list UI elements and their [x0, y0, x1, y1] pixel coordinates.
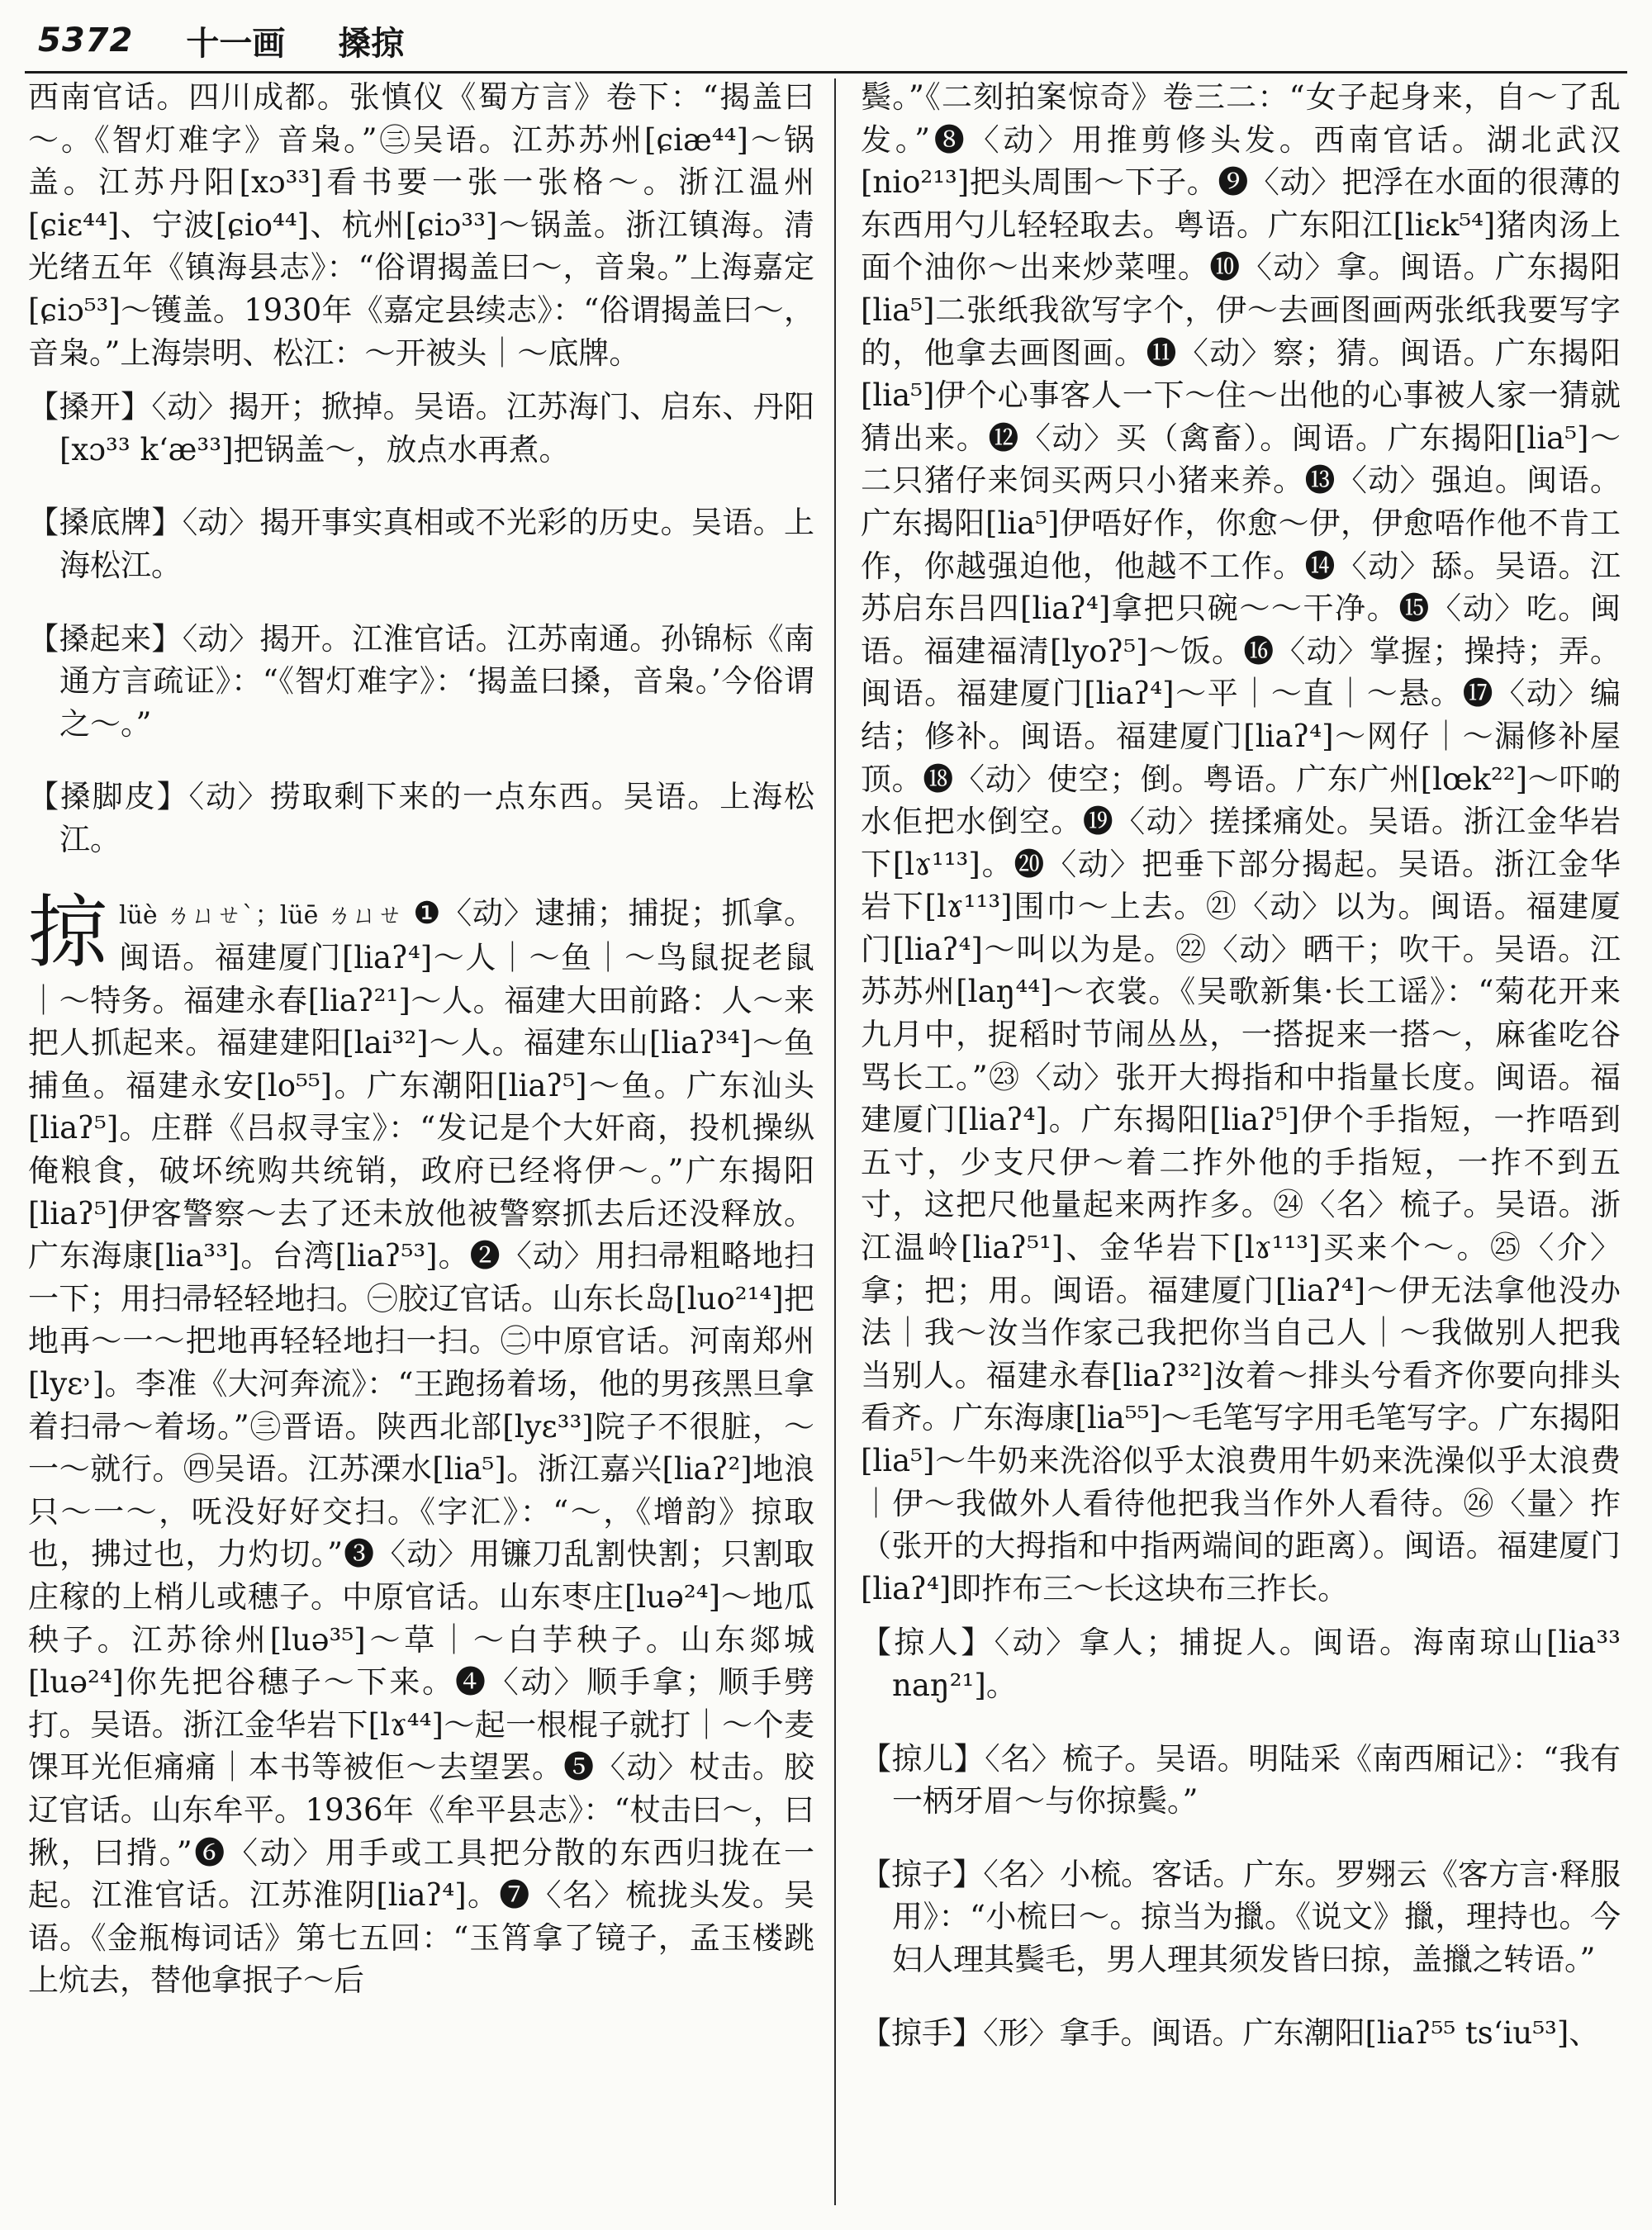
big-headword: 掠: [28, 885, 107, 979]
column-divider: [834, 78, 836, 2205]
entry-sao-kai: 【搡开】〈动〉揭开；掀掉。吴语。江苏海门、启东、丹阳[xɔ³³ k‘æ³³]把锅盖～，放点水再煮。: [28, 389, 814, 467]
entry-lue-shou: 【掠手】〈形〉拿手。闽语。广东潮阳[liaʔ⁵⁵ ts‘iu⁵³]、: [861, 2014, 1600, 2051]
entry-sao-dipai: 【搡底牌】〈动〉揭开事实真相或不光彩的历史。吴语。上海松江。: [28, 505, 814, 583]
headword-entry-lue: [28, 885, 814, 2002]
entry-lue-er: 【掠儿】〈名〉梳子。吴语。明陆采《南西厢记》：“我有一柄牙眉～与你掠鬓。”: [861, 1740, 1621, 1820]
page-header: [38, 12, 1624, 69]
right-column: [861, 76, 1621, 2211]
pronunciation: lüè ㄌㄩㄝˋ；lüē ㄌㄩㄝ: [119, 900, 403, 930]
continuation-paragraph: 鬓。”《二刻拍案惊奇》卷三二：“女子起身来，自～了乱发。”❽〈动〉用推剪修头发。西南官话。湖北武汉[nio²¹³]把头周围～下子。❾〈动〉把浮在水面的很薄的东西用勺儿轻轻取去。粤语。广东阳江[liɛk⁵⁴]猪肉汤上面个油你～出来炒菜哩。❿〈动〉拿。闽语。广东揭阳[lia⁵]二张纸我欲写字个，伊～去画图画两张纸我要写字的，他拿去画图画。⓫〈动〉察；猜。闽语。广东揭阳[lia⁵]伊个心事客人一下～住～出他的心事被人家一猜就猜出来。⓬〈动〉买（禽畜）。闽语。广东揭阳[lia⁵]～二只猪仔来饲买两只小猪来养。⓭〈动〉强迫。闽语。广东揭阳[lia⁵]伊唔好作，你愈～伊，伊愈唔作他不肯工作，你越强迫他，他越不工作。⓮〈动〉舔。吴语。江苏启东吕四[liaʔ⁴]拿把只碗～～干净。⓯〈动〉吃。闽语。福建福清[lyoʔ⁵]～饭。⓰〈动〉掌握；操持；弄。闽语。福建厦门[liaʔ⁴]～平｜～直｜～悬。⓱〈动〉编结；修补。闽语。福建厦门[liaʔ⁴]～网仔｜～漏修补屋顶。⓲〈动〉使空；倒。粤语。广东广州[lœk²²]～吓啲水佢把水倒空。⓳〈动〉搓揉痛处。吴语。浙江金华岩下[lɤ¹¹³]。⓴〈动〉把垂下部分揭起。吴语。浙江金华岩下[lɤ¹¹³]围巾～上去。㉑〈动〉以为。闽语。福建厦门[liaʔ⁴]～叫以为是。㉒〈动〉晒干；吹干。吴语。江苏苏州[laŋ⁴⁴]～衣裳。《吴歌新集·长工谣》：“菊花开来九月中，捉稻时节闹丛丛，一搭捉来一搭～，麻雀吃谷骂长工。”㉓〈动〉张开大拇指和中指量长度。闽语。福建厦门[liaʔ⁴]。广东揭阳[liaʔ⁵]伊个手指短，一拃唔到五寸，少支尺伊～着二拃外他的手指短，一拃不到五寸，这把尺他量起来两拃多。㉔〈名〉梳子。吴语。浙江温岭[liaʔ⁵¹]、金华岩下[lɤ¹¹³]买来个～。㉕〈介〉拿；把；用。闽语。福建厦门[liaʔ⁴]～伊无法拿他没办法｜我～汝当作家己我把你当自己人｜～我做别人把我当别人。福建永春[liaʔ³²]汝着～排头兮看齐你要向排头看齐。广东海康[lia⁵⁵]～毛笔写字用毛笔写字。广东揭阳[lia⁵]～牛奶来洗浴似乎太浪费用牛奶来洗澡似乎太浪费｜伊～我做外人看待他把我当作外人看待。㉖〈量〉拃（张开的大拇指和中指两端间的距离）。闽语。福建厦门[liaʔ⁴]即拃布三～长这块布三拃长。: [861, 79, 1621, 1606]
entry-lue-zi: 【掠子】〈名〉小梳。客话。广东。罗翙云《客方言·释服用》：“小梳曰～。掠当为擸。《说文》擸，理持也。今妇人理其鬓毛，男人理其须发皆曰掠，盖擸之转语。”: [861, 1856, 1621, 1977]
definition-text: ❶〈动〉逮捕；捕捉；抓拿。闽语。福建厦门[liaʔ⁴]～人｜～鱼｜～鸟鼠捉老鼠｜～特务。福建永春[liaʔ²¹]～人。福建大田前路：人～来把人抓起来。福建建阳[lai³²]～人。福建东山[liaʔ³⁴]～鱼捕鱼。福建永安[lo⁵⁵]。广东潮阳[liaʔ⁵]～鱼。广东汕头[liaʔ⁵]。庄群《吕叔寻宝》：“发记是个大奸商，投机操纵俺粮食，破坏统购共统销，政府已经将伊～。”广东揭阳[liaʔ⁵]伊客警察～去了还未放他被警察抓去后还没释放。广东海康[lia³³]。台湾[liaʔ⁵³]。❷〈动〉用扫帚粗略地扫一下；用扫帚轻轻地扫。㊀胶辽官话。山东长岛[luo²¹⁴]把地再～一～把地再轻轻地扫一扫。㊁中原官话。河南郑州[lyɛ˒]。李准《大河奔流》：“王跑扬着场，他的男孩黑旦拿着扫帚～着场。”㊂晋语。陕西北部[lyɛ³³]院子不很脏，～一～就行。㊃吴语。江苏溧水[lia⁵]。浙江嘉兴[liaʔ²]地浪只～一～，呒没好好交扫。《字汇》：“～，《增韵》掠取也，拂过也，力灼切。”❸〈动〉用镰刀乱割快割；只割取庄稼的上梢儿或穗子。中原官话。山东枣庄[luə²⁴]～地瓜秧子。江苏徐州[luə³⁵]～草｜～白芋秧子。山东郯城[luə²⁴]你先把谷穗子～下来。❹〈动〉顺手拿；顺手劈打。吴语。浙江金华岩下[lɤ⁴⁴]～起一根棍子就打｜～个麦馃耳光佢痛痛｜本书等被佢～去望罢。❺〈动〉杖击。胶辽官话。山东牟平。1936年《牟平县志》：“杖击曰～，曰揪，曰揹。”❻〈动〉用手或工具把分散的东西归拢在一起。江淮官话。江苏淮阴[liaʔ⁴]。❼〈名〉梳拢头发。吴语。《金瓶梅词话》第七五回：“玉筲拿了镜子，孟玉楼跳上炕去，替他拿抿子～后: [28, 894, 814, 1999]
left-column: [28, 76, 814, 2211]
entry-sao-qilai: 【搡起来】〈动〉揭开。江淮官话。江苏南通。孙锦标《南通方言疏证》：“《智灯难字》：‘揭盖曰搡，音枭。’今俗谓之～。”: [28, 620, 814, 742]
continuation-paragraph: 西南官话。四川成都。张慎仪《蜀方言》卷下：“揭盖曰～。《智灯难字》音枭。”㊂吴语。江苏苏州[ɕiæ⁴⁴]～锅盖。江苏丹阳[xɔ³³]看书要一张一张格～。浙江温州[ɕiɛ⁴⁴]、宁波[ɕio⁴⁴]、杭州[ɕiɔ³³]～锅盖。浙江镇海。清光绪五年《镇海县志》：“俗谓揭盖曰～，音枭。”上海嘉定[ɕiɔ⁵³]～镬盖。1930年《嘉定县续志》：“俗谓揭盖曰～，音枭。”上海崇明、松江：～开被头｜～底牌。: [28, 79, 814, 371]
page-number: 5372: [38, 21, 134, 59]
entry-sao-jiaopi: 【搡脚皮】〈动〉捞取剩下来的一点东西。吴语。上海松江。: [28, 779, 814, 857]
entry-lue-ren: 【掠人】〈动〉拿人；捕捉人。闽语。海南琼山[lia³³ naŋ²¹]。: [861, 1625, 1621, 1703]
header-headwords: 搡掠: [338, 23, 405, 63]
section-label: 十一画: [186, 23, 286, 63]
header-rule: [25, 71, 1627, 74]
